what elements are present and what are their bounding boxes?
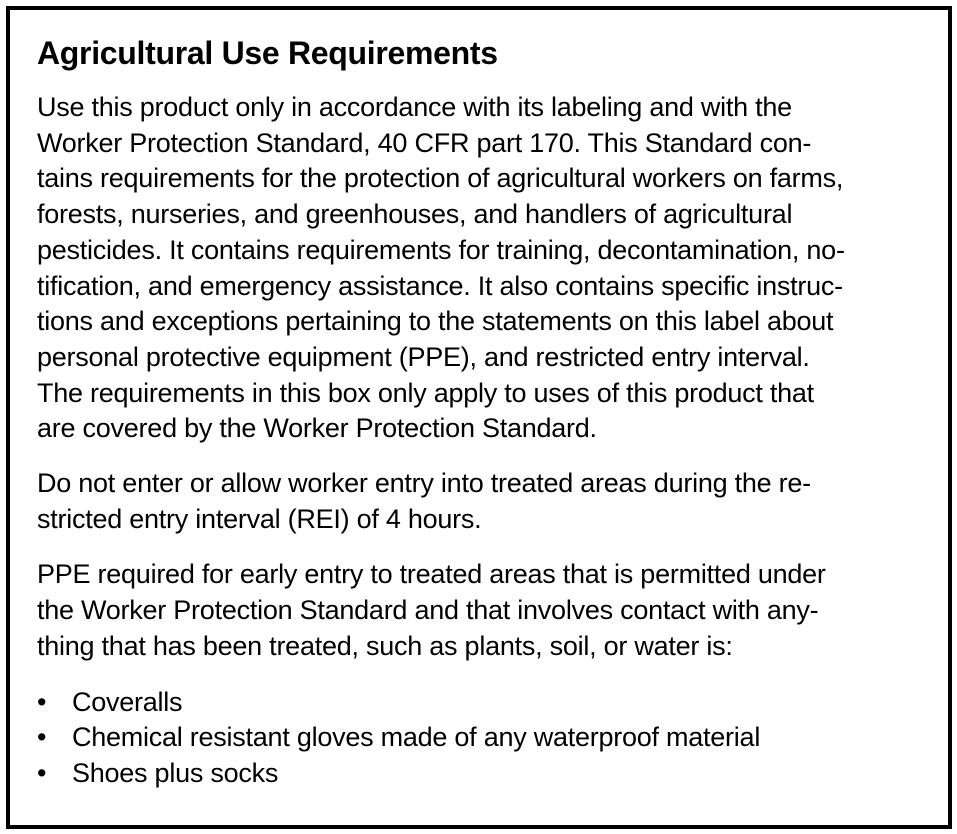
agricultural-use-box [6,6,952,829]
ppe-list-item [37,720,927,756]
paragraph-line: thing that has been treated, such as plants, soil, or water is: [37,630,733,661]
paragraph-line: personal protective equipment (PPE), and restricted entry interval. [37,341,810,372]
section-title: Agricultural Use Requirements [37,35,498,71]
paragraph-line: Use this product only in accordance with its labeling and with the [37,92,792,122]
bullet-icon: • [37,722,47,753]
paragraph-line: tification, and emergency assistance. It also contains specific instruc- [37,270,843,301]
ppe-item-label: Coveralls [72,686,183,717]
ppe-item-label: Shoes plus socks [72,757,279,788]
ppe-early-entry-paragraph [37,557,927,664]
paragraph-line: pesticides. It contains requirements for training, decontamination, no- [37,234,845,265]
paragraph-line: The requirements in this box only apply to uses of this product that [37,377,814,408]
paragraph-line: tains requirements for the protection of agricultural workers on farms, [37,163,844,194]
bullet-icon: • [37,686,47,717]
agricultural-use-content [37,32,927,792]
bullet-icon: • [37,757,47,788]
ppe-list-item [37,756,927,792]
paragraph-line: the Worker Protection Standard and that involves contact with any- [37,595,819,626]
paragraph-line: Do not enter or allow worker entry into treated areas during the re- [37,468,811,499]
paragraph-line: tions and exceptions pertaining to the statements on this label about [37,306,834,337]
paragraph-line: PPE required for early entry to treated areas that is permitted under [37,559,826,590]
paragraph-line: forests, nurseries, and greenhouses, and handlers of agricultural [37,199,793,230]
paragraph-line: stricted entry interval (REI) of 4 hours. [37,503,482,534]
ppe-list-item [37,685,927,721]
ppe-item-label: Chemical resistant gloves made of any waterproof material [72,722,761,753]
rei-paragraph [37,466,927,537]
ppe-list [37,685,927,792]
paragraph-line: are covered by the Worker Protection Standard. [37,413,597,444]
paragraph-line: Worker Protection Standard, 40 CFR part 170. This Standard con- [37,127,812,158]
wps-intro-paragraph [37,90,927,447]
